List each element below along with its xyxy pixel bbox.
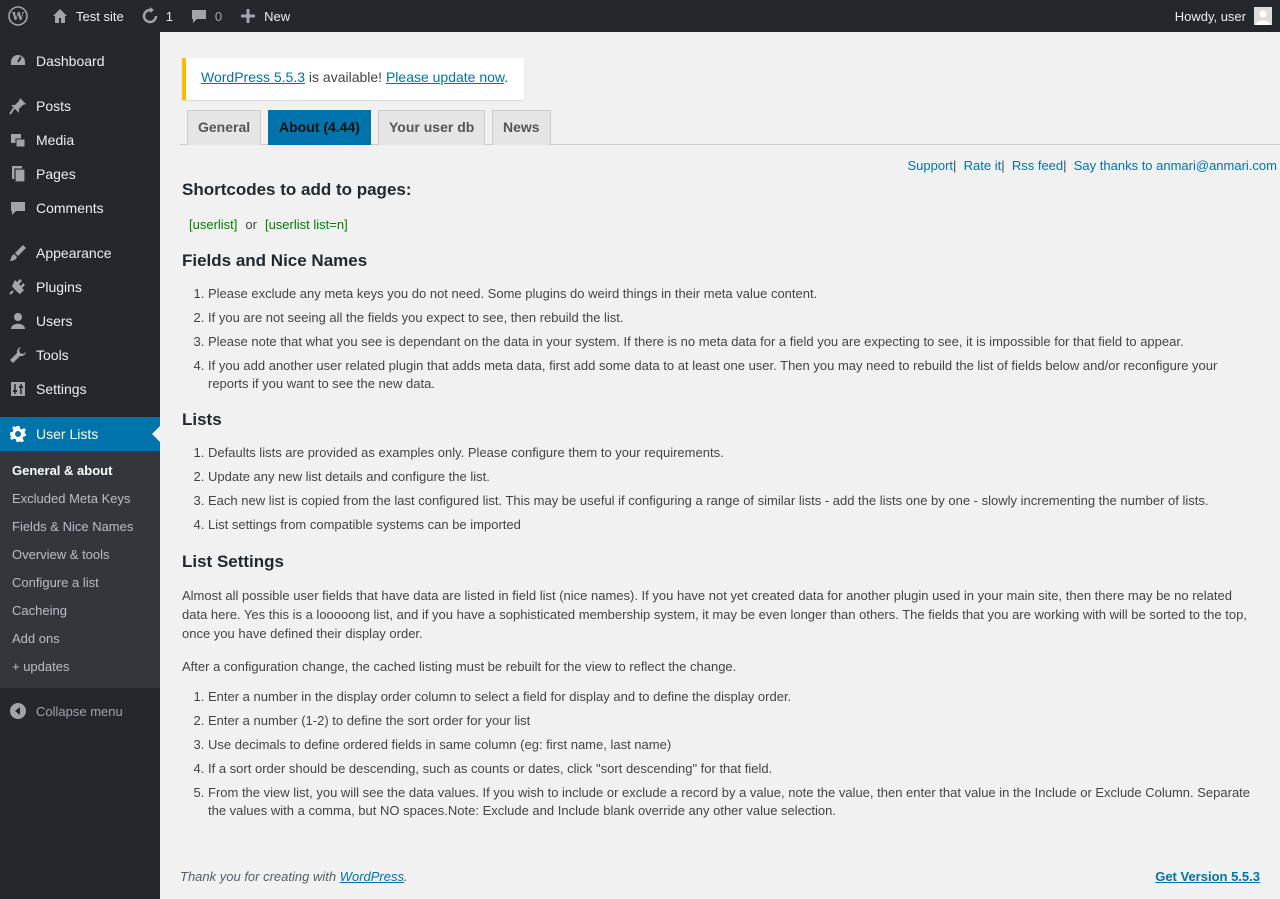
comments-count: 0: [214, 8, 223, 24]
lists-list: [208, 444, 1258, 540]
tab-about[interactable]: About (4.44): [268, 110, 371, 145]
menu-item-tools[interactable]: [0, 338, 160, 372]
menu-item-media[interactable]: [0, 123, 160, 157]
submenu-add-ons[interactable]: Add ons: [12, 631, 60, 646]
wordpress-logo-button[interactable]: [0, 0, 42, 32]
support-links: Support| Rate it| Rss feed| Say thanks to anmari@anmari.com: [907, 158, 1277, 173]
list-item: 1. Defaults lists are provided as examples only. Please configure them to your requirements.: [208, 444, 1258, 462]
menu-item-label: Tools: [36, 347, 69, 363]
list-item: 4. If a sort order should be descending, such as counts or dates, click "sort descending" for that field.: [208, 760, 1258, 778]
shortcodes: [189, 217, 348, 232]
site-name-link[interactable]: [42, 0, 132, 32]
notice-end: .: [504, 69, 509, 85]
shortcode-userlist: [userlist]: [189, 217, 238, 232]
collapse-menu-label: Collapse menu: [36, 703, 123, 719]
list-item: 2. Enter a number (1-2) to define the sort order for your list: [208, 712, 1258, 730]
submenu-excluded-meta-keys[interactable]: Excluded Meta Keys: [12, 491, 131, 506]
user-lists-submenu: [0, 451, 160, 688]
refresh-icon: [140, 6, 160, 26]
my-account-link[interactable]: [1175, 7, 1280, 25]
list-item: 1. Please exclude any meta keys you do not need. Some plugins do weird things in their meta value content.: [208, 285, 1258, 303]
list-item: 5. From the view list, you will see the data values. If you wish to include or exclude a record by a value, note the value, then enter that value in the Include or Exclude Column. Separate the values with a comma, but NO spaces.Note: Exclude and Include blank override any other value selection.: [208, 784, 1258, 820]
get-version-link[interactable]: Get Version 5.5.3: [1155, 869, 1260, 884]
rss-feed-link[interactable]: Rss feed: [1011, 158, 1064, 173]
wordpress-version-link[interactable]: WordPress 5.5.3: [201, 69, 306, 85]
wordpress-logo-icon: [8, 6, 28, 26]
new-content-link[interactable]: [230, 0, 298, 32]
collapse-arrow-icon: [8, 701, 28, 721]
wrench-icon: [8, 345, 28, 365]
home-icon: [50, 6, 70, 26]
list-settings-heading: List Settings: [182, 552, 285, 571]
menu-item-plugins[interactable]: [0, 270, 160, 304]
submenu-updates[interactable]: + updates: [12, 659, 70, 674]
updates-link[interactable]: [132, 0, 181, 32]
lists-heading: Lists: [182, 410, 222, 429]
comment-icon: [8, 198, 28, 218]
plug-icon: [8, 277, 28, 297]
list-item: 1. Enter a number in the display order column to select a field for display and to define the display order.: [208, 688, 1258, 706]
list-item: 4. List settings from compatible systems can be imported: [208, 516, 1258, 534]
update-now-link[interactable]: Please update now: [385, 69, 505, 85]
or-label: or: [245, 217, 257, 232]
say-thanks-link[interactable]: Say thanks to anmari@anmari.com: [1073, 158, 1277, 173]
fields-heading: Fields and Nice Names: [182, 251, 368, 270]
menu-item-posts[interactable]: [0, 89, 160, 123]
media-icon: [8, 130, 28, 150]
submenu-configure-list[interactable]: Configure a list: [12, 575, 99, 590]
menu-item-label: Plugins: [36, 279, 82, 295]
list-item: 2. If you are not seeing all the fields you expect to see, then rebuild the list.: [208, 309, 1258, 327]
support-link[interactable]: Support: [907, 158, 954, 173]
submenu-general-about[interactable]: General & about: [12, 463, 113, 478]
shortcodes-heading: Shortcodes to add to pages:: [182, 180, 412, 199]
menu-item-dashboard[interactable]: [0, 44, 160, 78]
howdy-label: Howdy, user: [1174, 8, 1246, 24]
menu-item-users[interactable]: [0, 304, 160, 338]
wordpress-link[interactable]: WordPress: [339, 869, 404, 884]
menu-item-label: Posts: [36, 98, 72, 114]
tab-news[interactable]: News: [492, 110, 551, 145]
menu-item-label: Appearance: [36, 245, 112, 261]
list-item: 3. Each new list is copied from the last configured list. This may be useful if configuring a range of similar lists - add the lists one by one - slowly incrementing the number of lists.: [208, 492, 1258, 510]
menu-item-label: Dashboard: [36, 53, 105, 69]
menu-item-pages[interactable]: [0, 157, 160, 191]
list-item: 3. Use decimals to define ordered fields in same column (eg: first name, last name): [208, 736, 1258, 754]
submenu-overview-tools[interactable]: Overview & tools: [12, 547, 110, 562]
menu-item-label: Media: [36, 132, 75, 148]
menu-item-label: User Lists: [36, 426, 99, 442]
pages-icon: [8, 164, 28, 184]
tab-your-user-db[interactable]: Your user db: [378, 110, 485, 145]
list-item: 2. Update any new list details and configure the list.: [208, 468, 1258, 486]
menu-item-label: Pages: [36, 166, 76, 182]
footer: [180, 869, 1260, 884]
cache-note-paragraph: After a configuration change, the cached listing must be rebuilt for the view to reflect the change.: [182, 659, 737, 674]
rate-it-link[interactable]: Rate it: [963, 158, 1002, 173]
list-item: 3. Please note that what you see is dependant on the data in your system. If there is no meta data for a field you are expecting to see, it is impossible for that field to appear.: [208, 333, 1258, 351]
menu-item-user-lists[interactable]: [0, 417, 160, 451]
update-notice: [182, 58, 524, 100]
collapse-menu-button[interactable]: [0, 694, 160, 728]
new-label: New: [264, 8, 291, 24]
menu-item-label: Settings: [36, 381, 87, 397]
gear-icon: [8, 424, 28, 444]
site-name-label: Test site: [76, 8, 124, 24]
notice-text: is available!: [305, 69, 386, 85]
pin-icon: [8, 96, 28, 116]
plus-icon: [238, 6, 258, 26]
tab-general[interactable]: General: [187, 110, 261, 145]
menu-item-comments[interactable]: [0, 191, 160, 225]
sliders-icon: [8, 379, 28, 399]
footer-thanks: Thank you for creating with WordPress.: [180, 869, 408, 884]
avatar: [1254, 7, 1272, 25]
nav-tabs: [180, 110, 1280, 145]
admin-bar: [0, 0, 1280, 32]
submenu-cacheing[interactable]: Cacheing: [12, 603, 67, 618]
updates-count: 1: [165, 8, 173, 24]
menu-item-label: Comments: [36, 200, 104, 216]
menu-item-appearance[interactable]: [0, 236, 160, 270]
comment-icon: [189, 6, 209, 26]
menu-item-label: Users: [36, 313, 73, 329]
shortcode-userlist-n: [userlist list=n]: [264, 217, 348, 232]
dashboard-icon: [8, 51, 28, 71]
menu-item-settings[interactable]: [0, 372, 160, 406]
list-settings-paragraph: Almost all possible user fields that have data are listed in field list (nice names). If you have not yet created data for another plugin used in your main site, then there may be no related data here. Yes this is a looooong list, and if you have a sophisticated membership system, it may be even longer than others. The fields that you are working with will be sorted to the top, once you have defined their display order.: [182, 588, 1247, 641]
user-icon: [8, 311, 28, 331]
list-item: 4. If you add another user related plugin that adds meta data, first add some data to at least one user. Then you may need to rebuild the list of fields below and/or reconfigure your reports if you want to see the new data.: [208, 357, 1258, 393]
admin-sidebar: [0, 32, 160, 899]
fields-list: [208, 285, 1258, 399]
settings-list: [208, 688, 1258, 826]
comments-link[interactable]: [181, 0, 230, 32]
submenu-fields-nice-names[interactable]: Fields & Nice Names: [12, 519, 134, 534]
brush-icon: [8, 243, 28, 263]
svg-text:W: W: [11, 10, 25, 23]
